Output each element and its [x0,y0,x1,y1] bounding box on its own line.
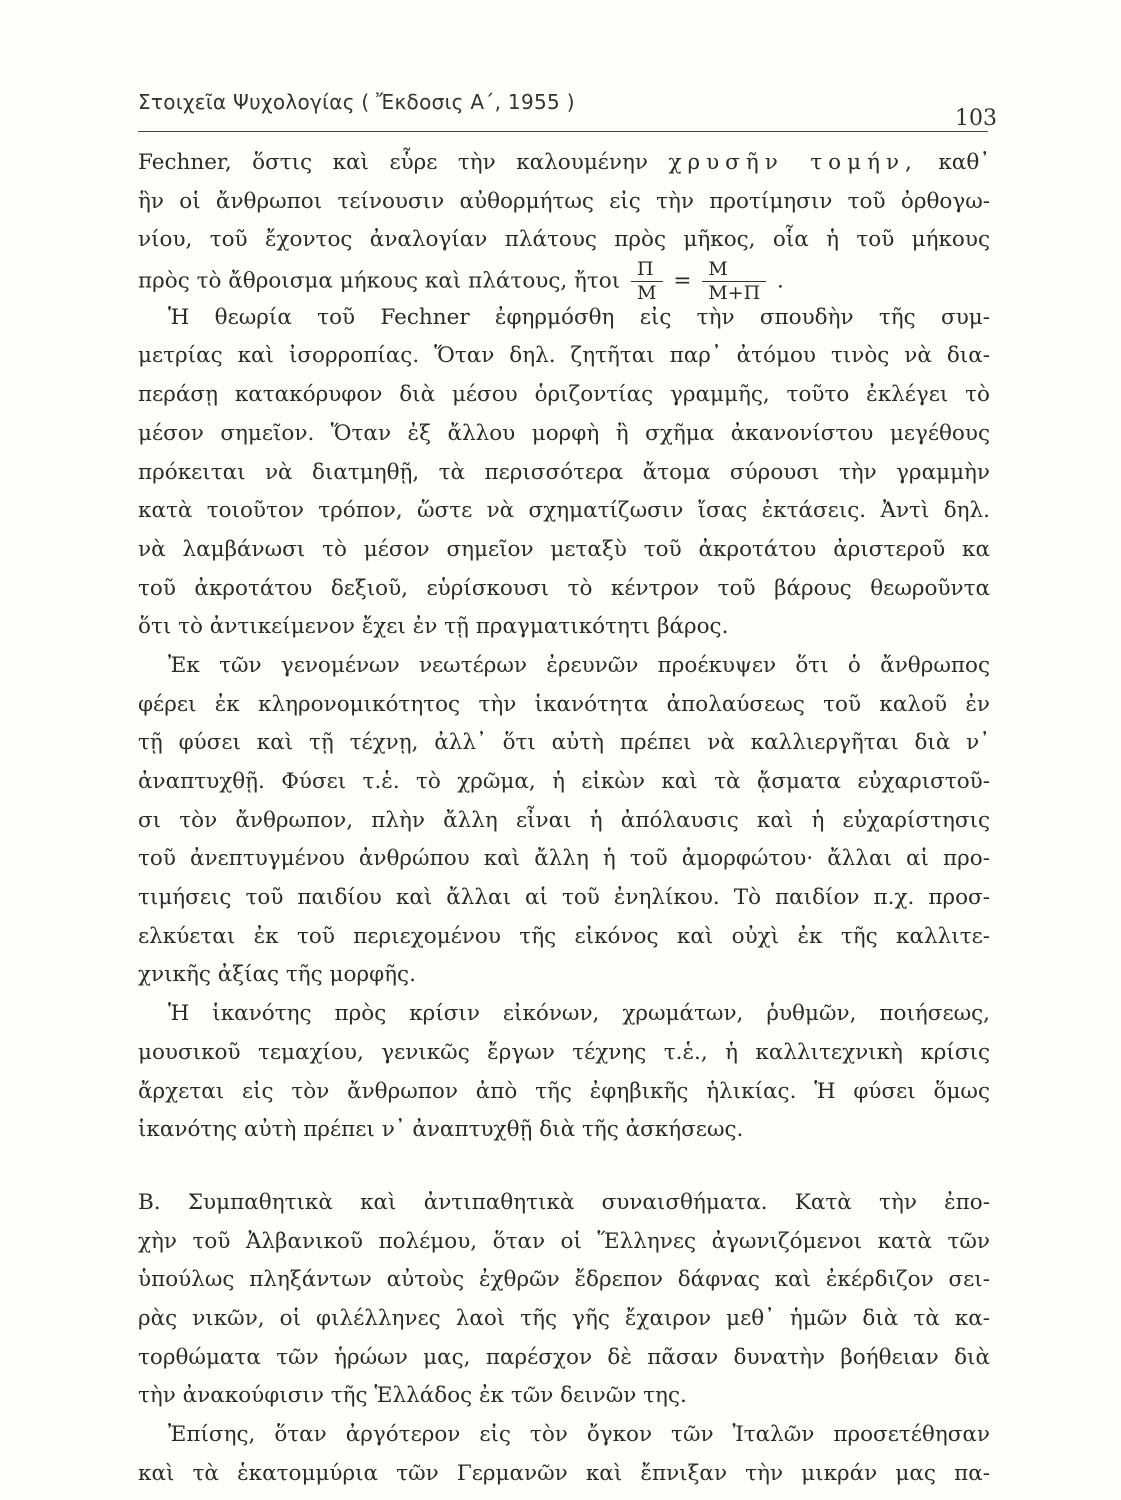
fraction-denominator: Μ+Π [708,282,761,299]
section-heading-line: Β. Συμπαθητικὰ καὶ ἀντιπαθητικὰ συναισθήματα. Κατὰ τὴν ἐπο- [138,1189,990,1215]
text-fragment: καθ᾿ [938,150,990,175]
text-line: ἣν οἱ ἄνθρωποι τείνουσιν αὐθορμήτως εἰς τὴν προτίμησιν τοῦ ὀρθογω- [138,188,990,214]
text-line: πρόκειται νὰ διατμηθῇ, τὰ περισσότερα ἄτομα σύρουσι τὴν γραμμὴν [138,459,990,485]
fraction-left [631,260,662,299]
text-line [138,260,990,299]
text-line: χὴν τοῦ Ἀλβανικοῦ πολέμου, ὅταν οἱ Ἕλληνες ἀγωνιζόμενοι κατὰ τῶν [138,1228,990,1254]
text-line: ελκύεται ἐκ τοῦ περιεχομένου τῆς εἰκόνος καὶ οὐχὶ ἐκ τῆς καλλιτε- [138,923,990,949]
emphasized-term: χρυσῆν τομήν, [668,150,918,175]
text-line: νὰ λαμβάνωσι τὸ μέσον σημεῖον μεταξὺ τοῦ ἀκροτάτου ἀριστεροῦ κα [138,536,990,562]
text-line: χνικῆς ἀξίας τῆς μορφῆς. [138,962,416,988]
equals-sign: = [673,268,692,294]
text-line: νίου, τοῦ ἔχοντος ἀναλογίαν πλάτους πρὸς μῆκος, οἷα ἡ τοῦ μήκους [138,227,990,253]
text-line: ὅτι τὸ ἀντικείμενον ἔχει ἐν τῇ πραγματικότητι βάρος. [138,614,729,640]
text-line: τοῦ ἀνεπτυγμένου ἀνθρώπου καὶ ἄλλη ἡ τοῦ ἀμορφώτου· ἄλλαι αἱ προ- [138,846,990,872]
text-line: τορθώματα τῶν ἡρώων μας, παρέσχον δὲ πᾶσαν δυνατὴν βοήθειαν διὰ [138,1344,990,1370]
text-line: τῇ φύσει καὶ τῇ τέχνῃ, ἀλλ᾿ ὅτι αὐτὴ πρέπει νὰ καλλιεργῆται διὰ ν᾿ [138,730,990,756]
text-line [138,144,990,183]
text-line: μετρίας καὶ ἰσορροπίας. Ὅταν δηλ. ζητῆται παρ᾿ ἀτόμου τινὸς νὰ δια- [138,343,990,369]
text-line: ἱκανότης αὐτὴ πρέπει ν᾿ ἀναπτυχθῇ διὰ τῆς ἀσκήσεως. [138,1117,744,1143]
text-line: ἀναπτυχθῇ. Φύσει τ.ἑ. τὸ χρῶμα, ἡ εἰκὼν καὶ τὰ ᾄσματα εὐχαριστοῦ- [138,769,990,794]
section-gap [138,1150,990,1184]
text-line: Ἐκ τῶν γενομένων νεωτέρων ἐρευνῶν προέκυψεν ὅτι ὁ ἄνθρωπος [168,652,990,678]
text-line: τοῦ ἀκροτάτου δεξιοῦ, εὑρίσκουσι τὸ κέντρον τοῦ βάρους θεωροῦντα [138,575,990,601]
text-line: μουσικοῦ τεμαχίου, γενικῶς ἔργων τέχνης τ.ἑ., ἡ καλλιτεχνικὴ κρίσις [138,1039,990,1065]
fraction-right [702,260,766,299]
text-line: ἄρχεται εἰς τὸν ἄνθρωπον ἀπὸ τῆς ἐφηβικῆς ἡλικίας. Ἡ φύσει ὅμως [138,1078,990,1104]
text-line: ὑπούλως πληξάντων αὐτοὺς ἐχθρῶν ἔδρεπον δάφνας καὶ ἐκέρδιζον σει- [138,1267,990,1293]
fraction-numerator: Μ [702,260,766,282]
text-line: καὶ τὰ ἑκατομμύρια τῶν Γερμανῶν καὶ ἔπνιξαν τὴν μικράν μας πα- [138,1460,990,1486]
text-line: σι τὸν ἄνθρωπον, πλὴν ἄλλη εἶναι ἡ ἀπόλαυσις καὶ ἡ εὐχαρίστησις [138,807,990,833]
formula-period: . [777,268,784,294]
text-line: Ἐπίσης, ὅταν ἀργότερον εἰς τὸν ὄγκον τῶν Ἰταλῶν προσετέθησαν [168,1422,990,1447]
text-line: περάσῃ κατακόρυφον διὰ μέσου ὁριζοντίας γραμμῆς, τοῦτο ἐκλέγει τὸ [138,382,990,408]
text-line: κατὰ τοιοῦτον τρόπον, ὥστε νὰ σχηματίζωσιν ἴσας ἐκτάσεις. Ἀντὶ δηλ. [138,498,990,524]
text-line: Ἡ ἱκανότης πρὸς κρίσιν εἰκόνων, χρωμάτων, ῥυθμῶν, ποιήσεως, [168,1001,990,1027]
body-text [138,144,990,1493]
text-line: φέρει ἐκ κληρονομικότητος τὴν ἱκανότητα ἀπολαύσεως τοῦ καλοῦ ἐν [138,691,990,717]
text-line: τιμήσεις τοῦ παιδίου καὶ ἄλλαι αἱ τοῦ ἐνηλίκου. Τὸ παιδίον π.χ. προσ- [138,885,990,911]
text-line: τὴν ἀνακούφισιν τῆς Ἑλλάδος ἐκ τῶν δεινῶν της. [138,1383,687,1409]
page-number: 103 [955,106,997,131]
header-rule [138,131,988,132]
text-fragment: πρὸς τὸ ἄθροισμα μήκους καὶ πλάτους, ἤτοι [138,268,621,294]
fraction-denominator: Μ [637,282,657,299]
text-line: μέσον σημεῖον. Ὅταν ἐξ ἄλλου μορφὴ ἢ σχῆμα ἀκανονίστου μεγέθους [138,420,990,446]
running-head: Στοιχεῖα Ψυχολογίας ( Ἔκδοσις Α΄, 1955 ) [138,90,575,114]
text-line: ρὰς νικῶν, οἱ φιλέλληνες λαοὶ τῆς γῆς ἔχαιρον μεθ᾿ ἡμῶν διὰ τὰ κα- [138,1305,990,1331]
text-fragment: Fechner, ὅστις καὶ εὗρε τὴν καλουμένην [138,150,648,175]
fraction-numerator: Π [631,260,662,282]
text-line: Ἡ θεωρία τοῦ Fechner ἐφηρμόσθη εἰς τὴν σπουδὴν τῆς συμ- [168,304,990,330]
